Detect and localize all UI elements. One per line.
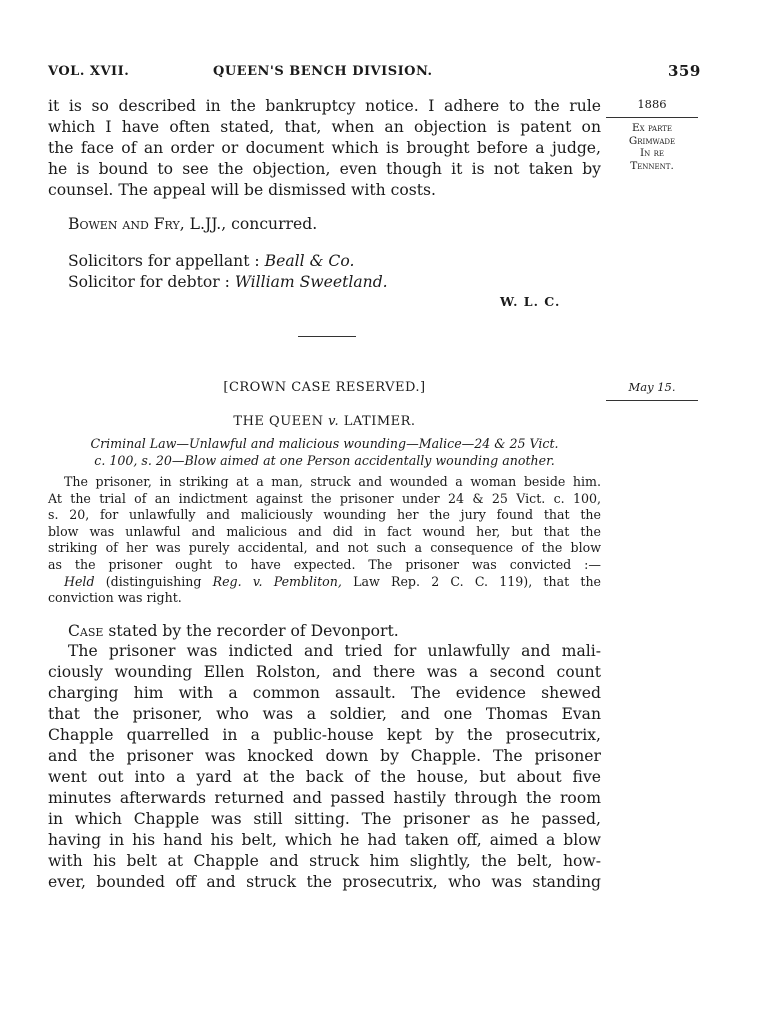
margin-rule-date <box>606 400 698 401</box>
case-heading: [CROWN CASE RESERVED.] <box>223 380 426 395</box>
solicitor-debtor <box>68 272 388 293</box>
text-line: the face of an order or document which is brought before a judge, <box>48 139 601 157</box>
text-line: ever, bounded off and struck the prosecutrix, who was standing <box>48 873 601 891</box>
text-line: he is bound to see the objection, even though it is not taken by <box>48 160 601 178</box>
margin-year: 1886 <box>637 97 667 111</box>
case-title-crown: THE QUEEN <box>233 414 329 429</box>
facts-paragraph <box>48 641 601 893</box>
case-title <box>48 414 601 429</box>
solicitor-name: Beall & Co. <box>264 252 355 270</box>
margin-case-name <box>606 122 698 172</box>
cited-case: Reg. v. Pembliton, <box>212 573 342 589</box>
text-line: Chapple quarrelled in a public-house kept by the prosecutrix, <box>48 726 601 744</box>
text-line: which I have often stated, that, when an objection is patent on <box>48 118 601 136</box>
case-stated-lead: Case <box>68 622 104 640</box>
held-text: Law Rep. 2 C. C. 119), that the <box>341 573 602 589</box>
solicitor-name: William Sweetland. <box>234 273 388 291</box>
text-line: with his belt at Chapple and struck him slightly, the belt, how- <box>48 852 601 870</box>
text-line: and the prisoner was knocked down by Chapple. The prisoner <box>48 747 601 765</box>
margin-case-line: Ex parte <box>631 122 673 134</box>
margin-case-line: Grimwade <box>628 134 676 147</box>
held-line <box>48 574 601 591</box>
held-word: Held <box>64 573 95 589</box>
judges-names: Bowen and Fry, L.JJ., <box>68 215 227 233</box>
text-line: The prisoner was indicted and tried for unlawfully and mali- <box>68 642 601 660</box>
headnote-line: Criminal Law—Unlawful and malicious wounding—Malice—24 & 25 Vict. <box>90 436 559 451</box>
solicitors-block <box>68 251 388 293</box>
text-line: charging him with a common assault. The evidence shewed <box>48 684 601 702</box>
solicitor-label: Solicitors for appellant : <box>68 252 265 270</box>
text-line: ciously wounding Ellen Rolston, and there was a second count <box>48 663 601 681</box>
case-summary <box>48 474 601 607</box>
headnote <box>48 436 601 469</box>
text-line: that the prisoner, who was a soldier, and one Thomas Evan <box>48 705 601 723</box>
section-separator <box>298 336 356 337</box>
text-line: counsel. The appeal will be dismissed with costs. <box>48 181 437 199</box>
text-line: in which Chapple was still sitting. The prisoner as he passed, <box>48 810 601 828</box>
reporter-initials: W. L. C. <box>500 294 561 309</box>
running-header-volume: VOL. XVII. <box>48 64 130 79</box>
summary-line: s. 20, for unlawfully and maliciously wounding her the jury found that the <box>48 507 601 523</box>
concurrence-line <box>68 215 317 233</box>
case-title-versus: v. <box>328 414 340 429</box>
summary-line: The prisoner, in striking at a man, struck and wounded a woman beside him. <box>64 474 601 489</box>
margin-date <box>606 381 698 394</box>
summary-line: At the trial of an indictment against the prisoner under 24 & 25 Vict. c. 100, <box>48 490 601 506</box>
text-line: having in his hand his belt, which he had taken off, aimed a blow <box>48 831 601 849</box>
held-text: (distinguishing <box>94 573 213 589</box>
summary-line: blow was unlawful and malicious and did in fact wound her, but that the <box>48 523 601 539</box>
case-date: May 15. <box>628 380 676 394</box>
page-number: 359 <box>668 62 701 80</box>
opening-paragraph <box>48 96 601 201</box>
margin-case-line: Tennent. <box>630 159 674 172</box>
concurrence-text: concurred. <box>226 215 318 233</box>
headnote-line: c. 100, s. 20—Blow aimed at one Person accidentally wounding another. <box>94 452 555 468</box>
case-title-defendant: LATIMER. <box>339 414 416 429</box>
solicitor-label: Solicitor for debtor : <box>68 273 235 291</box>
case-stated-text: stated by the recorder of Devonport. <box>103 622 399 640</box>
running-header-division: QUEEN'S BENCH DIVISION. <box>213 64 433 79</box>
solicitor-appellant <box>68 251 388 272</box>
text-line: it is so described in the bankruptcy notice. I adhere to the rule <box>48 97 601 115</box>
case-stated-line <box>68 622 399 640</box>
held-line: conviction was right. <box>48 590 182 606</box>
margin-case-line: In re <box>640 147 664 159</box>
text-line: went out into a yard at the back of the house, but about five <box>48 768 601 786</box>
summary-line: as the prisoner ought to have expected. The prisoner was convicted :— <box>48 556 601 572</box>
margin-rule-top <box>606 117 698 118</box>
summary-line: striking of her was purely accidental, and not such a consequence of the blow <box>48 540 601 556</box>
text-line: minutes afterwards returned and passed hastily through the room <box>48 789 601 807</box>
